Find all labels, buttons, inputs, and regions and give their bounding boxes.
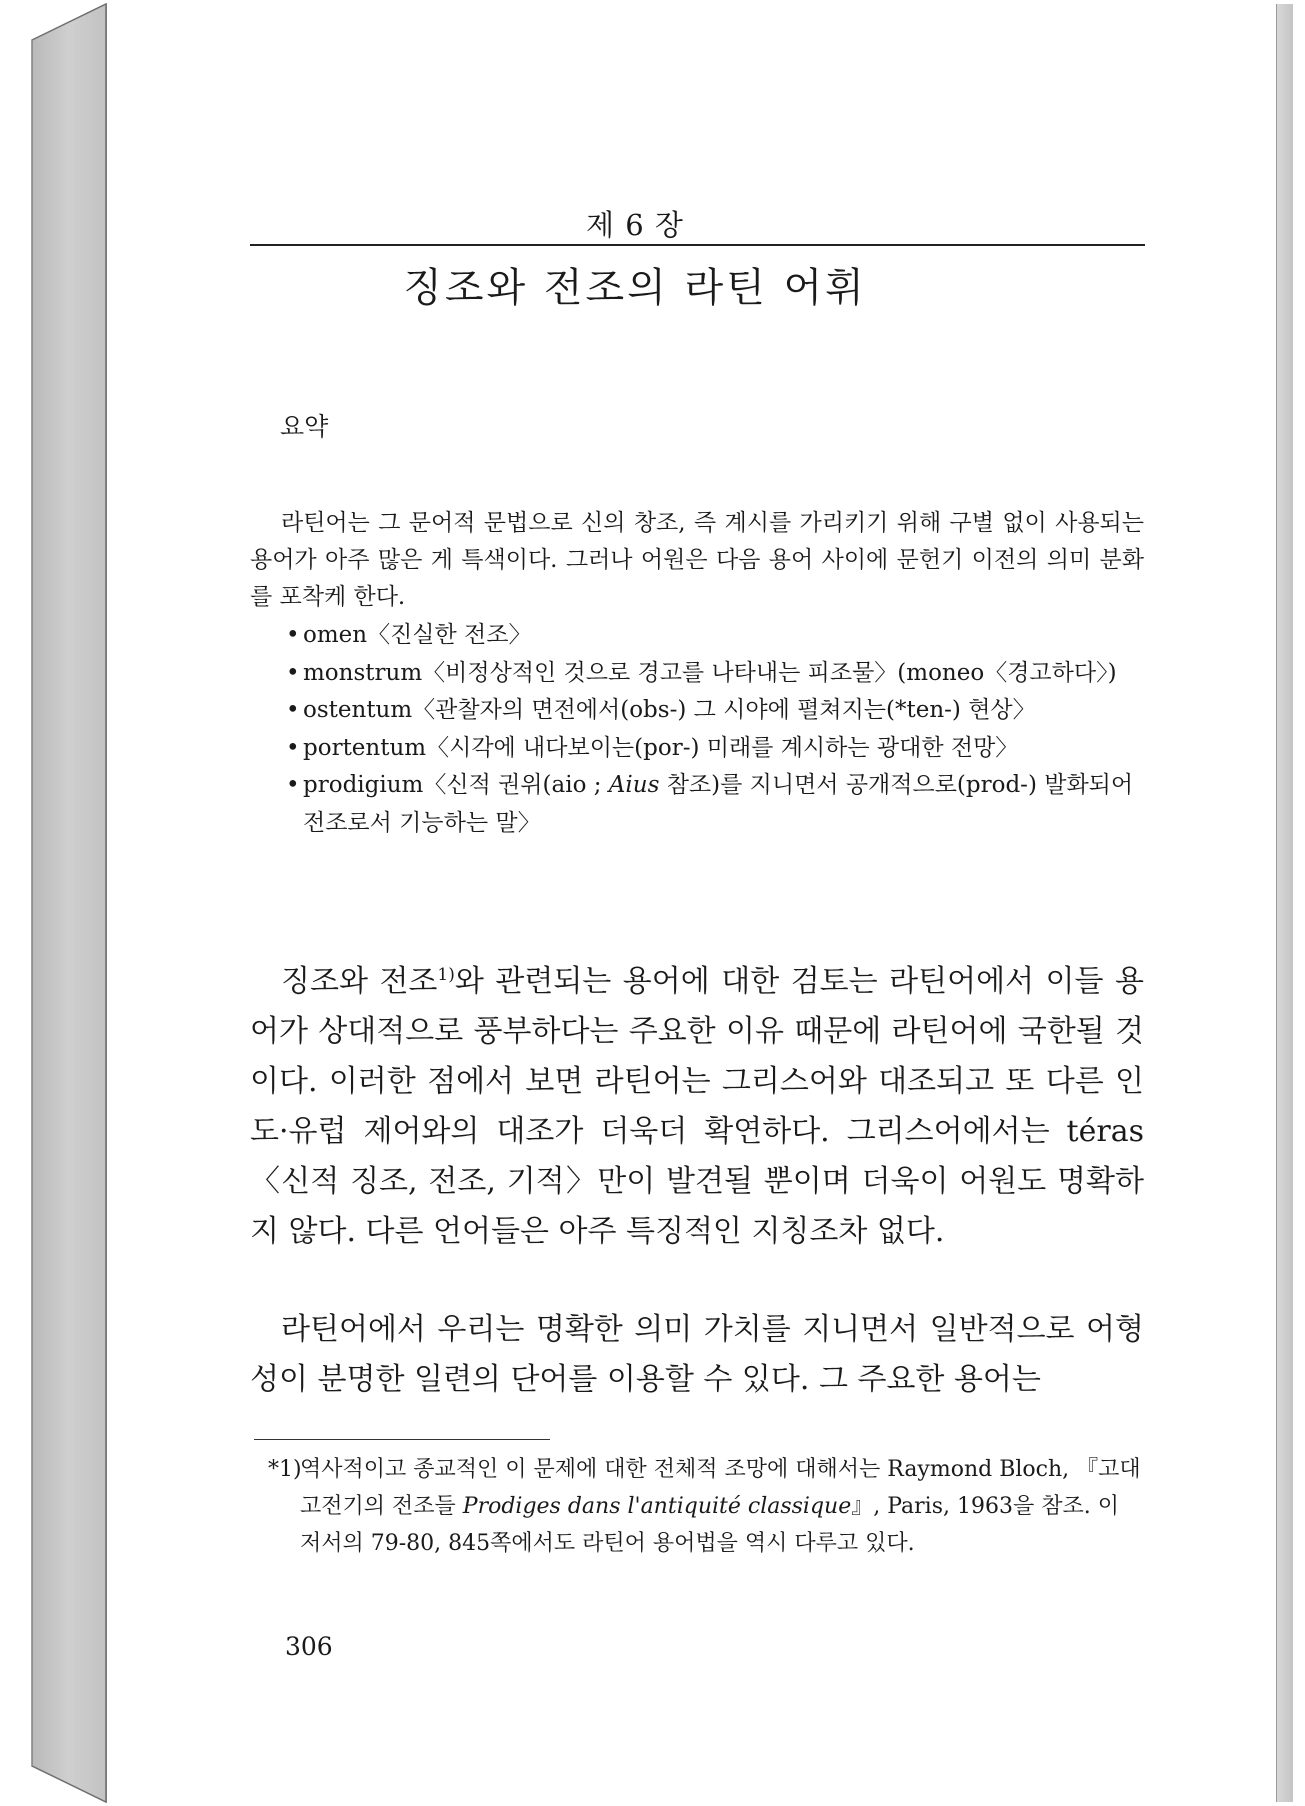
summary-item-portentum: • portentum〈시각에 내다보이는(por-) 미래를 계시하는 광대한 전망〉 — [286, 730, 1146, 768]
footnote — [268, 1451, 1146, 1562]
footnote-italic: Prodiges dans l'antiquité classique — [462, 1494, 852, 1519]
page-number: 306 — [285, 1632, 333, 1661]
body-paragraph-2: 라틴어에서 우리는 명확한 의미 가치를 지니면서 일반적으로 어형성이 분명한 일련의 단어를 이용할 수 있다. 그 주요한 용어는 — [250, 1312, 1144, 1397]
footnote-rule — [254, 1439, 550, 1440]
chapter-rule — [250, 244, 1145, 246]
footnote-post: 』, Paris, 1963을 참조. 이 저서의 79-80, 845쪽에서도 라틴어 용어법을 역시 다루고 있다. — [300, 1494, 1119, 1556]
footnote-text — [268, 1451, 1146, 1562]
footnote-marker: *1) — [268, 1457, 302, 1482]
summary-heading: 요약 — [280, 412, 329, 441]
summary-item-monstrum: • monstrum〈비정상적인 것으로 경고를 나타내는 피조물〉(moneo〈경고하다〉) — [286, 655, 1146, 693]
chapter-title: 징조와 전조의 라틴 어휘 — [403, 265, 867, 311]
summary-item-omen: • omen〈진실한 전조〉 — [286, 617, 1146, 655]
summary-list — [286, 617, 1146, 842]
chapter-label: 제 6 장 — [586, 208, 684, 242]
prodigium-text-pre: prodigium〈신적 권위(aio ; — [303, 772, 609, 798]
prodigium-italic: Aius — [608, 772, 660, 798]
summary-item-ostentum: • ostentum〈관찰자의 면전에서(obs-) 그 시야에 펼쳐지는(*ten-) 현상〉 — [286, 692, 1146, 730]
page-stack-edge — [1276, 4, 1293, 1802]
body-paragraph-1 — [250, 950, 1144, 1257]
prodigium-text-post: 참조)를 지니면서 공개적으로(prod-) 발화되어 전조로서 기능하는 말〉 — [303, 772, 1134, 836]
summary-item-prodigium — [286, 767, 1146, 842]
paragraph1-pre: 징조와 전조 — [281, 964, 438, 999]
footnote-ref: 1) — [437, 965, 455, 985]
paragraph1-post: 와 관련되는 용어에 대한 검토는 라틴어에서 이들 용어가 상대적으로 풍부하다는 주요한 이유 때문에 라틴어에 국한될 것이다. 이러한 점에서 보면 라틴어는 그리스어와 대조되고 또 다른 인도·유럽 제어와의 대조가 더욱더 확연하다. 그리스어에서는 téras〈신적 징조, 전조, 기적〉만이 발견될 뿐이며 더욱이 어원도 명확하지 않다. 다른 언어들은 아주 특징적인 지칭조차 없다. — [250, 964, 1145, 1249]
summary-intro: 라틴어는 그 문어적 문법으로 신의 창조, 즉 계시를 가리키기 위해 구별 없이 사용되는 용어가 아주 많은 게 특색이다. 그러나 어원은 다음 용어 사이에 문헌기 이전의 의미 분화를 포착케 한다. — [250, 510, 1144, 610]
footnote-pre: 역사적이고 종교적인 이 문제에 대한 전체적 조망에 대해서는 Raymond Bloch, 『고대 고전기의 전조들 — [300, 1457, 1141, 1519]
